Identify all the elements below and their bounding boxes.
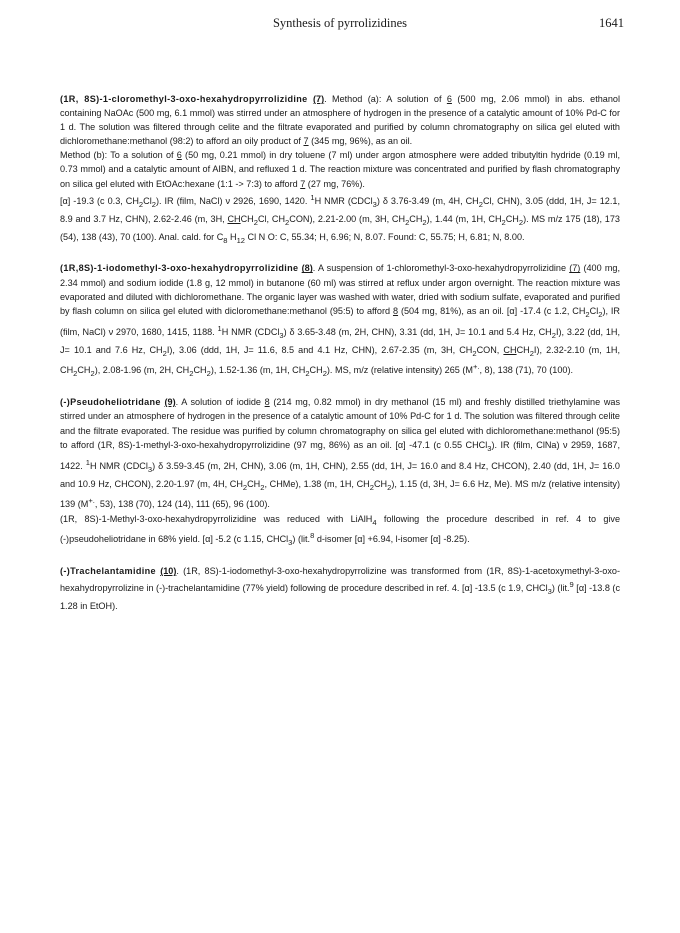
compound-9-reduction: (1R, 8S)-1-Methyl-3-oxo-hexahydropyrrolizidine was reduced with LiAlH$_4$ following the procedure described in ref. 4 to give (-)pseudoheliotridane in 68% yield. [α] -5.2 (c 1.15, CHCl$_3$) (lit.$^8$ d-isomer [α] +6.94, l-isomer [α] -8.25). xyxy=(60,513,620,548)
compound-7-method-a: (1R, 8S)-1-cloromethyl-3-oxo-hexahydropyrrolizidine (7). Method (a): A solution of 6 (500 mg, 2.06 mmol) in abs. ethanol containing NaOAc (500 mg, 6.1 mmol) was stirred under an atmosphere of hydrogen in the presence of a catalytic amount of 10% Pd-C for 1 d. The solution was filtered through celite and the filtrate evaporated and purified by column chromatography on silica gel eluted with dichloromethane:methanol (98:2) to afford an oily product of 7 (345 mg, 96%), as an oil. xyxy=(60,94,621,147)
compound-7-characterization: [α] -19.3 (c 0.3, $CH_2Cl_2$). IR (film, NaCl) ν 2926, 1690, 1420. $^1$H NMR (CDCl$_3$) δ 3.76-3.49 (m, 4H, $CH_2Cl$, CHN), 3.05 (ddd, 1H, J= 12.1, 8.9 and 3.7 Hz, CHN), 2.62-2.46 (m, 3H, $CHCH_2Cl$, $CH_2CON$), 2.21-2.00 (m, 3H, $CH_2CH_2$), 1.44 (m, 1H, $CH_2CH_2$). MS m/z 175 (18), 173 (54), 138 (43), 70 (100). Anal. cald. for $C_8$ $H_{12}$ Cl N O: C, 55.34; H, 6.96; N, 8.07. Found: C, 55.75; H, 6.81; N, 8.00. xyxy=(60,192,620,245)
compound-8-heading: (1R,8S)-1-iodomethyl-3-oxo-hexahydropyrrolizidine xyxy=(60,263,299,274)
compound-8-paragraph: (1R,8S)-1-iodomethyl-3-oxo-hexahydropyrrolizidine (8). A suspension of 1-chloromethyl-3-oxo-hexahydropyrrolizidine (7) (400 mg, 2.34 mmol) and sodium iodide (1.8 g, 12 mmol) in butanone (60 ml) was stirred at reflux under argon overnight. The reaction mixture was evaporated and diluted with dichloromethane. The organic layer was washed with water, dried with sodium sulfate, evaporated and purified by flash column on silica gel eluted with dicloromethane:methanol (95:5) to afford 8 (504 mg, 81%), as an oil. [α] -17.4 (c 1.2, $CH_2Cl_2$), IR (film, NaCl) ν 2970, 1680, 1415, 1188. $^1$H NMR (CDCl$_3$) δ 3.65-3.48 (m, 2H, CHN), 3.31 (dd, 1H, J= 10.1 and 5.4 Hz, $CH_2I$), 3.22 (dd, 1H, J= 10.1 and 7.6 Hz, $CH_2I$), 3.06 (ddd, 1H, J= 11.6, 8.5 and 4.1 Hz, CHN), 2.67-2.35 (m, 3H, $CH_2CON$, $CHCH_2I$), 2.32-2.10 (m, 1H, $CH_2CH_2$), 2.08-1.96 (m, 2H, $CH_2CH_2$), 1.52-1.36 (m, 1H, $CH_2CH_2$). MS, m/z (relative intensity) 265 (M+., 8), 138 (71), 70 (100). xyxy=(60,263,620,379)
compound-10-heading: (-)Trachelantamidine xyxy=(60,566,156,577)
compound-7-ref: (7) xyxy=(312,94,325,104)
compound-10-paragraph: (-)Trachelantamidine (10). (1R, 8S)-1-iodomethyl-3-oxo-hexahydropyrrolizine was transformed from (1R, 8S)-1-acetoxymethyl-3-oxo-hexahydropyrrolizine in (-)-trachelantamidine (77% yield) following de procedure described in ref. 4. [α] -13.5 (c 1.9, CHCl$_3$) (lit.$^9$ [α] -13.8 (c 1.28 in EtOH). xyxy=(60,566,620,612)
compound-9-heading: (-)Pseudoheliotridane xyxy=(60,397,161,408)
article-body xyxy=(60,92,620,614)
running-head xyxy=(0,16,680,36)
compound-9-ref: (9) xyxy=(164,397,176,408)
running-title: Synthesis of pyrrolizidines xyxy=(272,16,407,30)
compound-8-ref: (8) xyxy=(301,263,313,274)
compound-7-method-b: Method (b): To a solution of 6 (50 mg, 0.21 mmol) in dry toluene (7 ml) under argon atmosphere were added tributyltin hydride (0.19 ml, 0.73 mmol) and a catalytic amount of AIBN, and refluxed 1 d. The reaction mixture was concentrated and purified by flash chromatography on silica gel eluted with EtOAc:hexane (1:1 -> 7:3) to afford 7 (27 mg, 76%). xyxy=(60,150,621,189)
page-number: 1641 xyxy=(599,16,624,30)
compound-10-ref: (10) xyxy=(160,566,177,577)
compound-9-paragraph: (-)Pseudoheliotridane (9). A solution of iodide 8 (214 mg, 0.82 mmol) in dry methanol (15 ml) and freshly distilled triethylamine was stirred under an atmosphere of hydrogen in the presence of a catalytic amount of 10% Pd-C for 1 d. The solution was filtered through celite and the filtrate evaporated. The residue was purified by column chromatography on silica gel eluted with dichloromethane:methanol (95:5) to afford (1R, 8S)-1-methyl-3-oxo-hexahydropyrrolizidine (97 mg, 86%) as an oil. [α] -47.1 (c 0.55 CHCl$_3$). IR (film, ClNa) ν 2959, 1687, 1422. $^1$H NMR (CDCl$_3$) δ 3.59-3.45 (m, 2H, CHN), 3.06 (m, 1H, CHN), 2.55 (dd, 1H, J= 16.0 and 8.4 Hz, CHCON), 2.40 (dd, 1H, J= 16.0 and 10.9 Hz, CHCON), 2.20-1.97 (m, 4H, $CH_2CH_2$, CHMe), 1.38 (m, 1H, $CH_2CH_2$), 1.15 (d, 3H, J= 6.6 Hz, Me). MS m/z (relative intensity) 139 (M+., 53), 138 (70), 124 (14), 111 (65), 96 (100). xyxy=(60,397,620,510)
compound-7-heading: (1R, 8S)-1-cloromethyl-3-oxo-hexahydropyrrolizidine xyxy=(60,94,308,104)
